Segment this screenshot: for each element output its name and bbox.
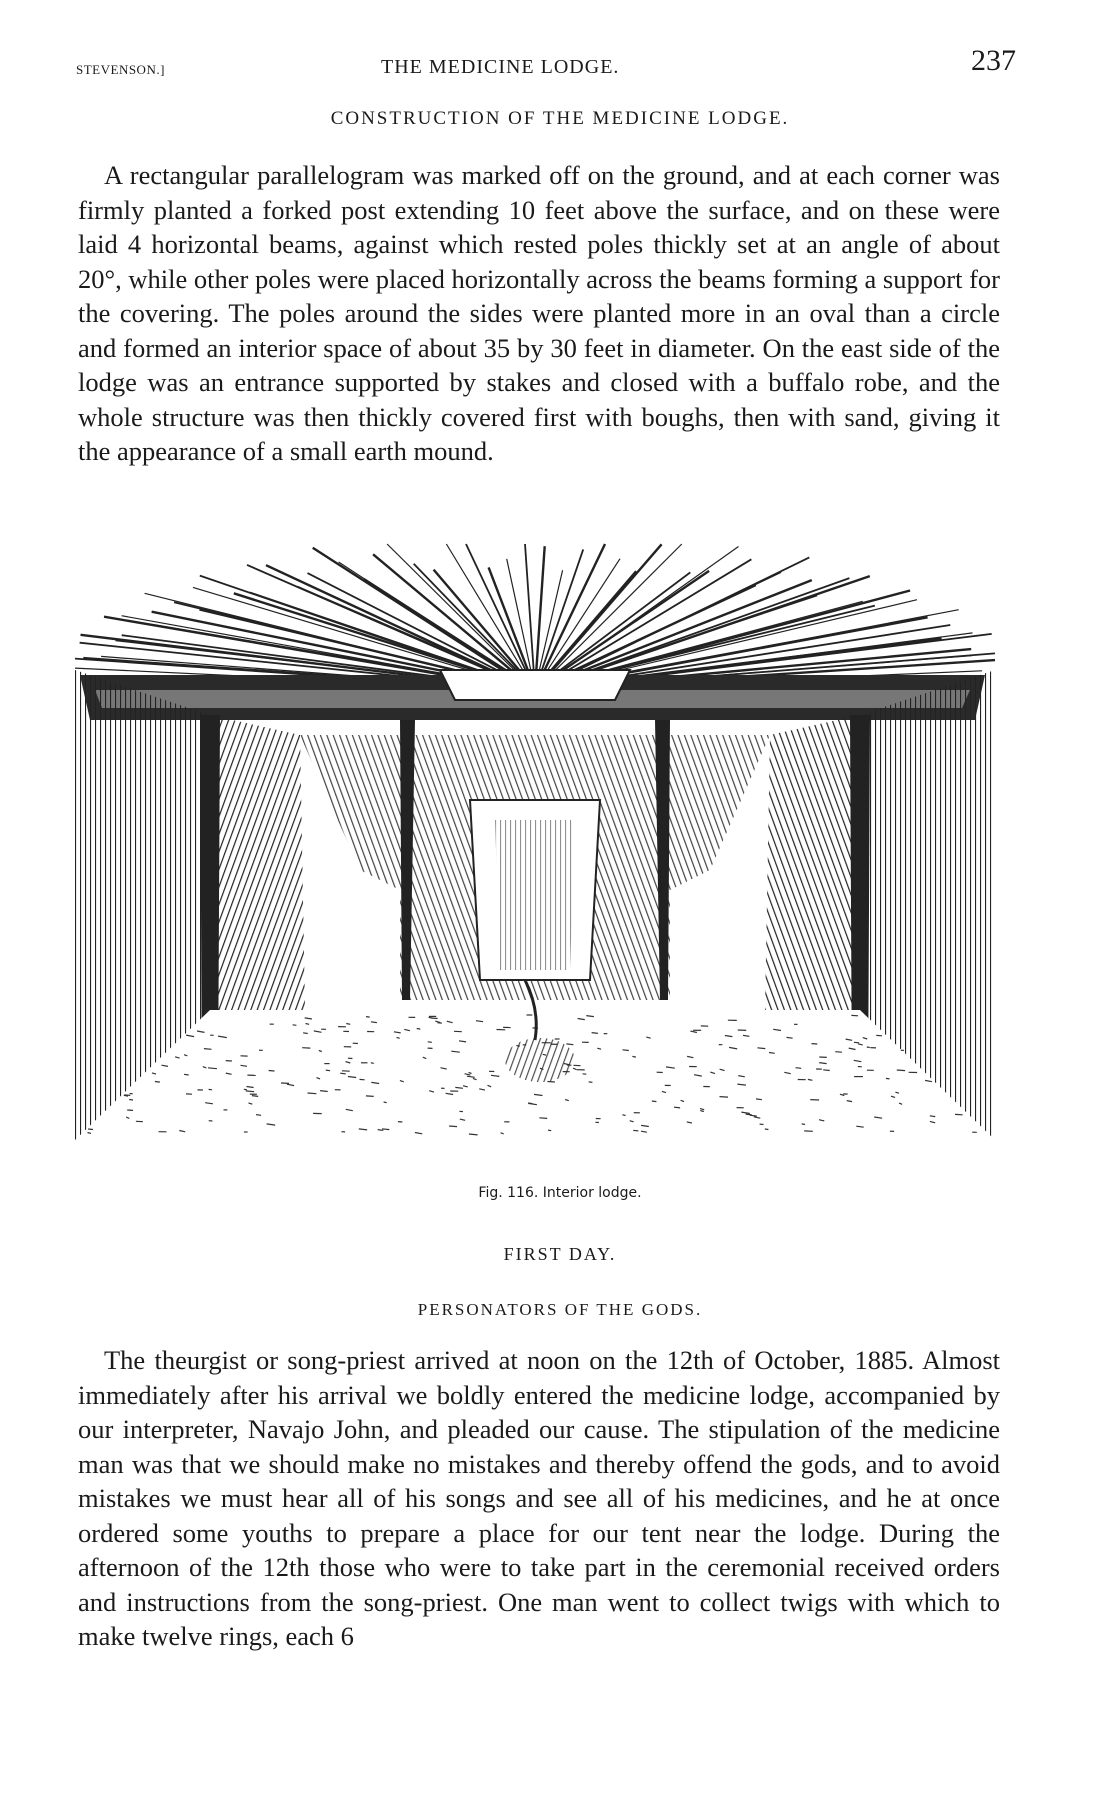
- roof-poles: [75, 544, 995, 688]
- running-head-title: THE MEDICINE LODGE.: [381, 56, 620, 78]
- roof-beam: [80, 670, 985, 720]
- back-wall: [300, 735, 770, 1000]
- paragraph-first-day: The theurgist or song-priest arrived at noon on the 12th of October, 1885. Almost immediately after his arrival we boldly entered the medicine lodge, accompanied by our interpreter, Navajo John, and pleaded our cause. The stipulation of the medicine man was that we should make no mistakes and thereby offend the gods, and to avoid mistakes we must hear all of his songs and see all of his medicines, and he at once ordered some youths to prepare a place for our tent near the lodge. During the afternoon of the 12th those who were to take part in the ceremonial received orders and instructions from the song-priest. One man went to collect twigs with which to make twelve rings, each 6: [78, 1345, 1000, 1651]
- day-heading: FIRST DAY.: [503, 1244, 617, 1264]
- figure-caption: Fig. 116. Interior lodge.: [478, 1185, 642, 1201]
- paragraph-construction: A rectangular parallelogram was marked off on the ground, and at each corner was firmly planted a forked post extending 10 feet above the surface, and on these were laid 4 horizontal beams, against which rested poles thickly set at an angle of about 20°, while other poles were placed horizontally across the beams forming a support for the covering. The poles around the sides were planted more in an oval than a circle and formed an interior space of about 35 by 30 feet in diameter. On the east side of the lodge was an entrance supported by stakes and closed with a buffalo robe, and the whole structure was then thickly covered first with boughs, then with sand, giving it the appearance of a small earth mound.: [78, 160, 1000, 466]
- subheading: PERSONATORS OF THE GODS.: [417, 1300, 703, 1319]
- section-title: CONSTRUCTION OF THE MEDICINE LODGE.: [330, 108, 790, 129]
- running-head-author: STEVENSON.]: [76, 62, 165, 77]
- page-number: 237: [971, 44, 1016, 77]
- figure-interior-lodge: [70, 540, 1000, 1180]
- running-head: [76, 44, 1016, 84]
- interior-lodge-engraving: [70, 540, 1000, 1180]
